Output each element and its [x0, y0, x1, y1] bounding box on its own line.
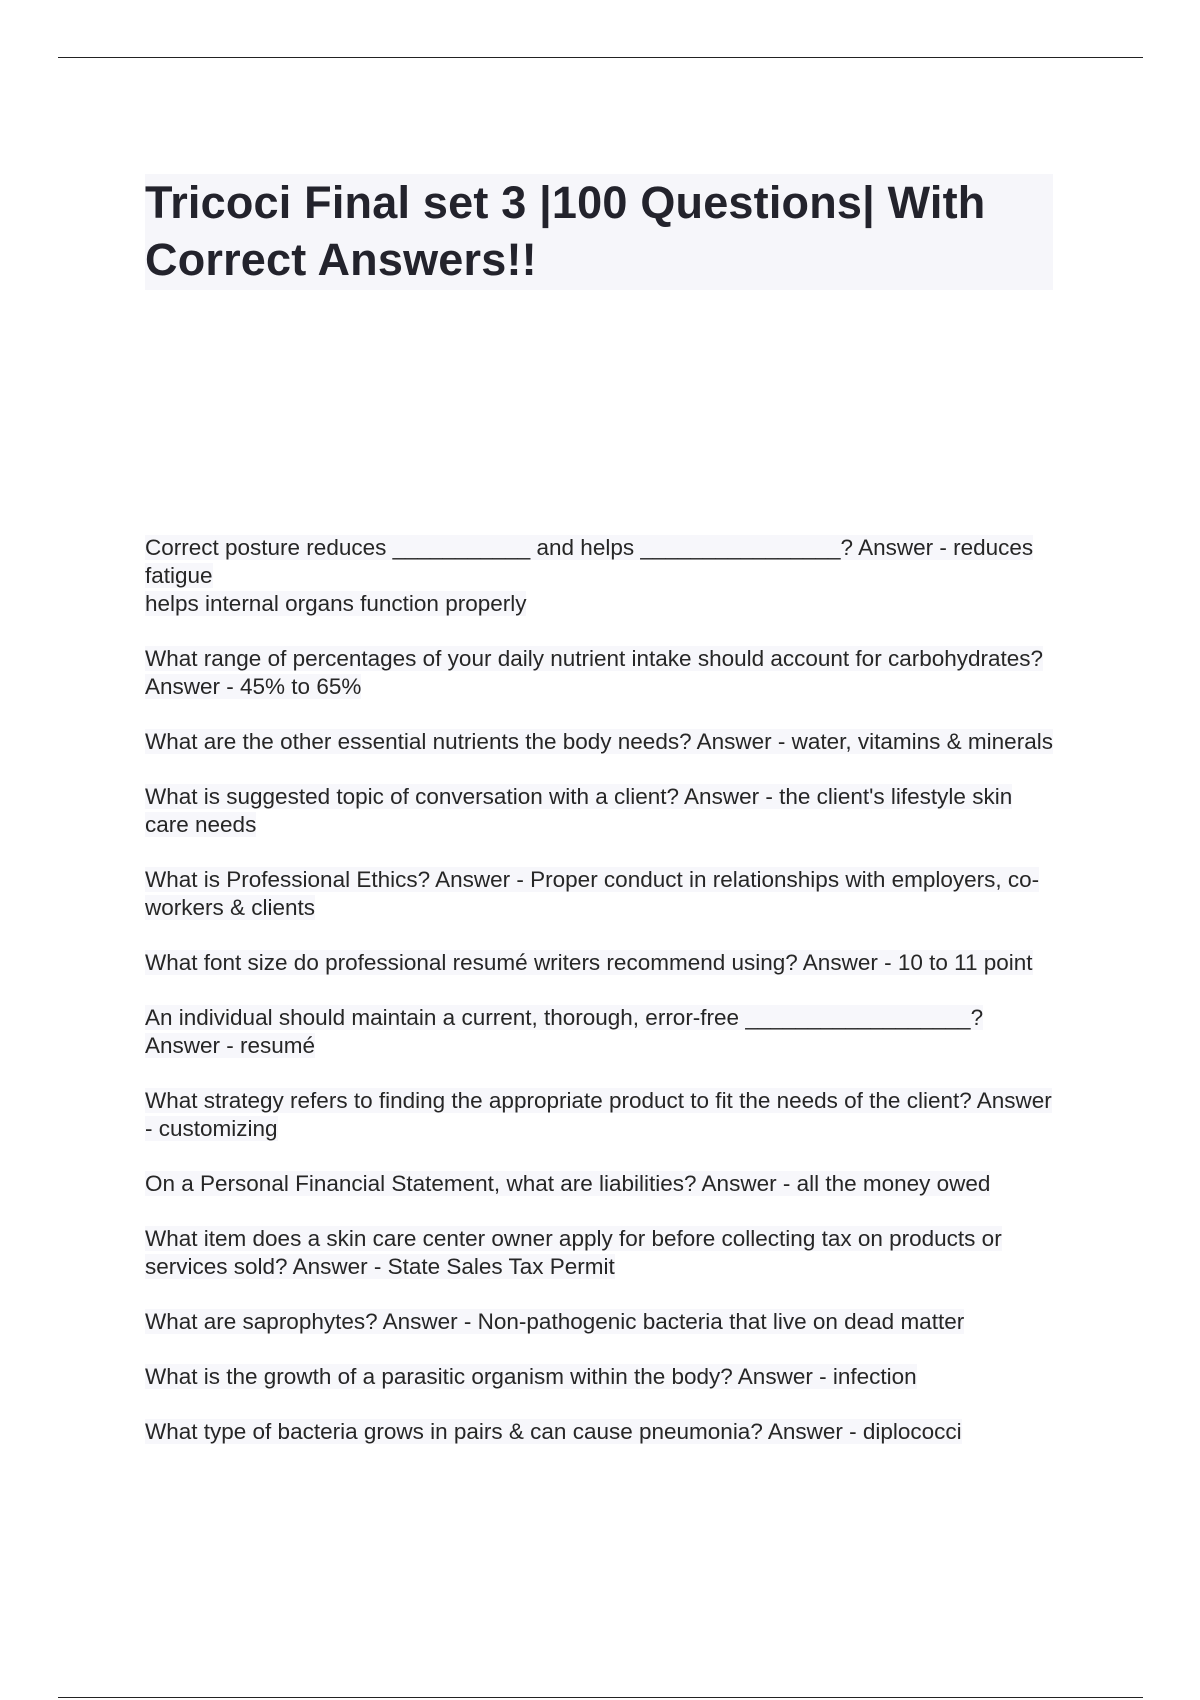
qa-text: What are the other essential nutrients the body needs? Answer - water, vitamins & minerals: [145, 729, 1053, 754]
qa-text: What item does a skin care center owner apply for before collecting tax on products or services sold? Answer - State Sales Tax Permit: [145, 1226, 1002, 1279]
qa-item: [145, 1004, 1055, 1060]
qa-item: [145, 949, 1055, 977]
qa-item: [145, 1170, 1055, 1198]
qa-item: [145, 1225, 1055, 1281]
qa-text: On a Personal Financial Statement, what are liabilities? Answer - all the money owed: [145, 1171, 991, 1196]
qa-item: [145, 534, 1055, 618]
qa-item: [145, 645, 1055, 701]
document-title: Tricoci Final set 3 |100 Questions| With Correct Answers!!: [145, 177, 986, 285]
qa-text: What type of bacteria grows in pairs & can cause pneumonia? Answer - diplococci: [145, 1419, 962, 1444]
qa-text: What is suggested topic of conversation with a client? Answer - the client's lifestyle skin care needs: [145, 784, 1013, 837]
qa-list: [145, 534, 1055, 1473]
qa-text: Correct posture reduces ___________ and helps ________________? Answer - reduces fatigue: [145, 535, 1034, 588]
qa-item: [145, 1363, 1055, 1391]
qa-item: [145, 1308, 1055, 1336]
qa-item: [145, 728, 1055, 756]
qa-item: [145, 866, 1055, 922]
qa-text: An individual should maintain a current, thorough, error-free __________________? Answer - resumé: [145, 1005, 984, 1058]
qa-item: [145, 1418, 1055, 1446]
qa-text: What range of percentages of your daily nutrient intake should account for carbohydrates? Answer - 45% to 65%: [145, 646, 1044, 699]
title-block: [145, 174, 1053, 290]
qa-item: [145, 1087, 1055, 1143]
qa-item: [145, 783, 1055, 839]
qa-text: What font size do professional resumé writers recommend using? Answer - 10 to 11 point: [145, 950, 1033, 975]
bottom-divider: [58, 1697, 1143, 1698]
top-divider: [58, 57, 1143, 58]
qa-text-extra: helps internal organs function properly: [145, 591, 527, 616]
qa-text: What are saprophytes? Answer - Non-pathogenic bacteria that live on dead matter: [145, 1309, 965, 1334]
qa-text: What is Professional Ethics? Answer - Proper conduct in relationships with employers, co-workers & clients: [145, 867, 1040, 920]
qa-text: What strategy refers to finding the appropriate product to fit the needs of the client? Answer - customizing: [145, 1088, 1052, 1141]
qa-text: What is the growth of a parasitic organism within the body? Answer - infection: [145, 1364, 917, 1389]
